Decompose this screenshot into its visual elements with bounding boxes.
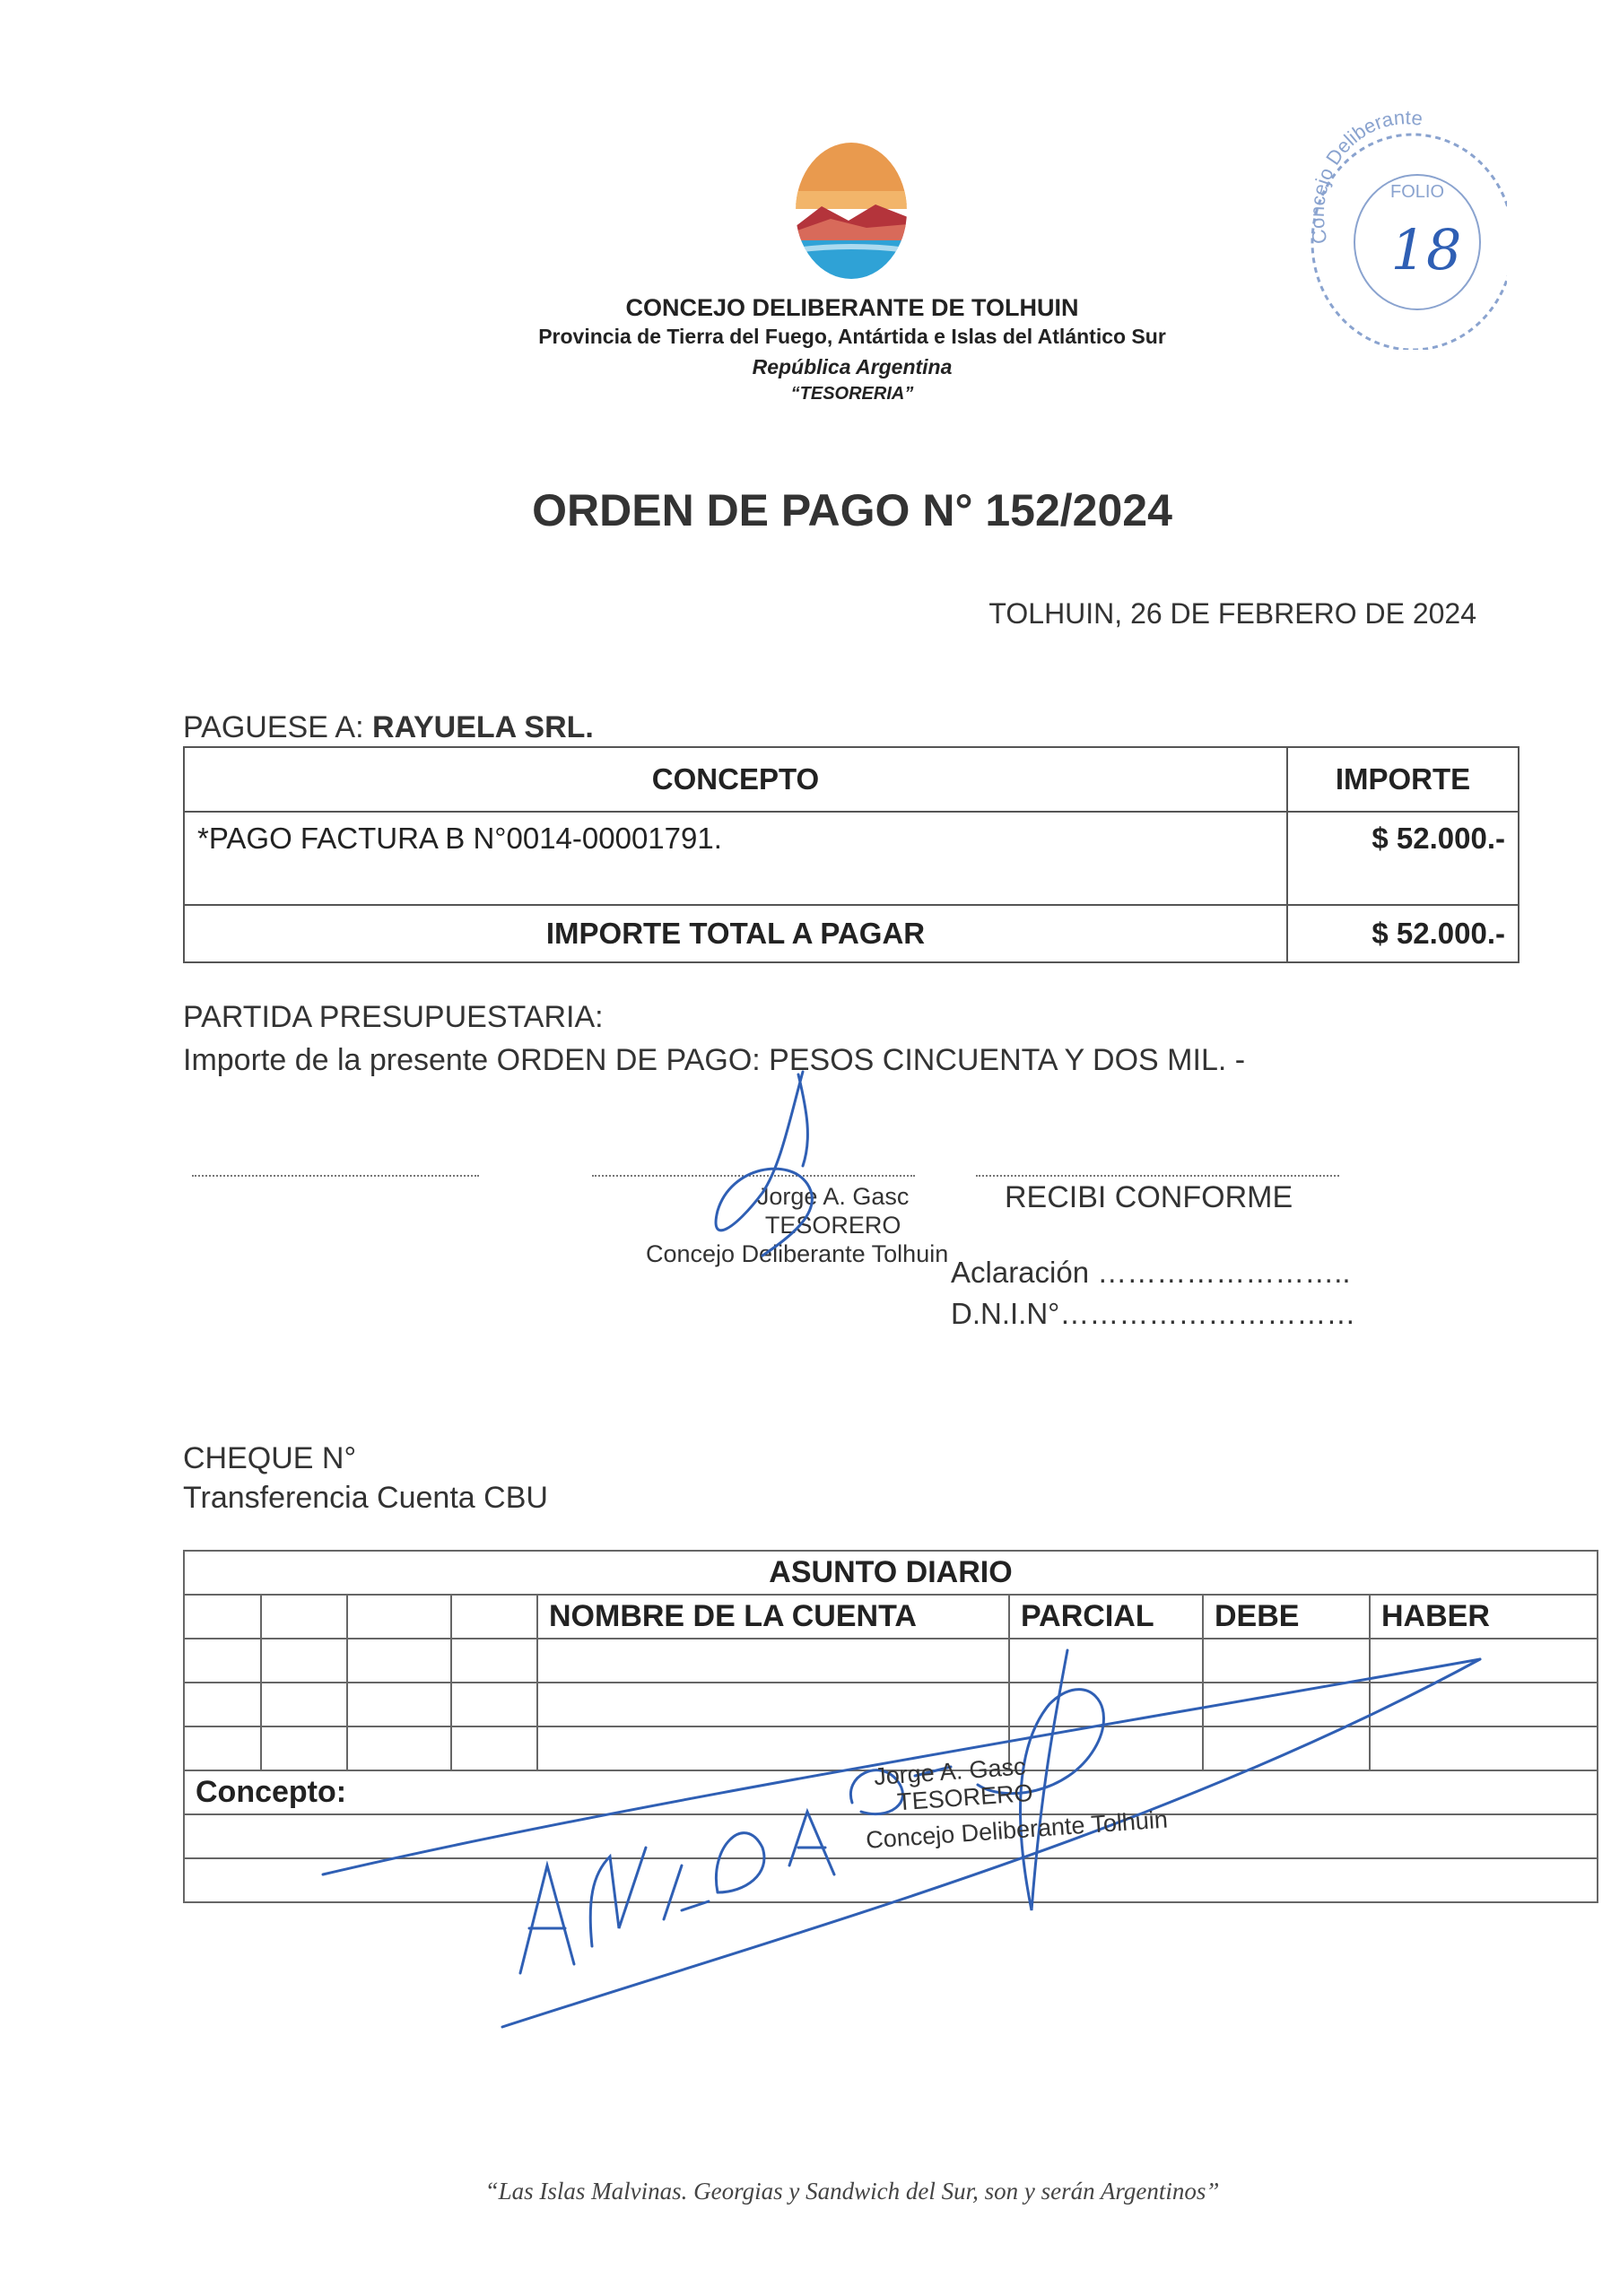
payee-name: RAYUELA SRL. <box>372 710 594 744</box>
annotation-signer-name: Jorge A. Gasc <box>873 1752 1027 1791</box>
cheque-label: CHEQUE N° <box>183 1441 357 1475</box>
payee-line <box>183 710 594 745</box>
col-parcial: PARCIAL <box>1009 1595 1203 1639</box>
concept-cell: *PAGO FACTURA B N°0014-00001791. <box>184 812 1287 905</box>
partida-amount-text: Importe de la presente ORDEN DE PAGO: PESOS CINCUENTA Y DOS MIL. - <box>183 1043 1246 1077</box>
annotation-signer-org: Concejo Deliberante Tolhuin <box>865 1805 1169 1854</box>
footer-quote: “Las Islas Malvinas. Georgias y Sandwich del Sur, son y serán Argentinos” <box>484 2178 1220 2205</box>
concept-header: CONCEPTO <box>184 747 1287 812</box>
col-account-name: NOMBRE DE LA CUENTA <box>537 1595 1009 1639</box>
concepto-row <box>184 1858 1598 1902</box>
diario-row <box>184 1726 1598 1770</box>
partida-label: PARTIDA PRESUPUESTARIA: <box>183 1000 604 1034</box>
signature-line-1 <box>192 1175 479 1177</box>
document-title: ORDEN DE PAGO N° 152/2024 <box>532 485 1172 535</box>
payment-table <box>183 746 1520 963</box>
signature-line-2 <box>592 1175 915 1177</box>
document-date: TOLHUIN, 26 DE FEBRERO DE 2024 <box>988 597 1476 630</box>
diario-cell <box>451 1595 537 1639</box>
diario-cell <box>261 1595 347 1639</box>
diario-title: ASUNTO DIARIO <box>184 1551 1598 1595</box>
total-amount: $ 52.000.- <box>1287 905 1519 962</box>
treasurer-org: Concejo Deliberante Tolhuin <box>646 1240 949 1267</box>
stamp-text: Concejo Deliberante <box>1305 108 1424 247</box>
col-debe: DEBE <box>1203 1595 1370 1639</box>
dni-field: D.N.I.N°………………………… <box>951 1297 1356 1330</box>
payment-method <box>183 1439 548 1518</box>
recibi-conforme: RECIBI CONFORME <box>1005 1180 1293 1214</box>
province-name: Provincia de Tierra del Fuego, Antártida e Islas del Atlántico Sur <box>538 325 1166 348</box>
asunto-diario-table <box>183 1550 1598 1903</box>
stamp-folio-label: FOLIO <box>1389 182 1445 202</box>
payee-label: PAGUESE A: <box>183 710 364 744</box>
signature-line-3 <box>976 1175 1339 1177</box>
diario-cell <box>184 1595 261 1639</box>
department-name: “TESORERIA” <box>790 384 914 404</box>
amount-header: IMPORTE <box>1287 747 1519 812</box>
aclaracion-field: Aclaración …………………….. <box>951 1256 1351 1289</box>
folio-stamp <box>1292 108 1507 350</box>
concepto-label: Concepto: <box>184 1770 1598 1814</box>
country-name: República Argentina <box>752 355 953 378</box>
org-name: CONCEJO DELIBERANTE DE TOLHUIN <box>625 294 1079 321</box>
partida-block <box>183 996 1245 1082</box>
treasurer-signature-block <box>646 1182 948 1268</box>
council-logo <box>795 142 908 280</box>
treasurer-name: Jorge A. Gasc <box>756 1183 910 1210</box>
col-haber: HABER <box>1370 1595 1598 1639</box>
total-label: IMPORTE TOTAL A PAGAR <box>184 905 1287 962</box>
annotation-signer-role: TESORERO <box>896 1779 1034 1816</box>
amount-cell: $ 52.000.- <box>1287 812 1519 905</box>
concepto-row <box>184 1814 1598 1858</box>
receipt-fields <box>951 1252 1355 1335</box>
diario-row <box>184 1683 1598 1726</box>
treasurer-role: TESORERO <box>764 1212 901 1239</box>
diario-cell <box>347 1595 451 1639</box>
stamp-folio-number: 18 <box>1390 217 1462 283</box>
diario-row <box>184 1639 1598 1683</box>
transfer-label: Transferencia Cuenta CBU <box>183 1481 548 1515</box>
